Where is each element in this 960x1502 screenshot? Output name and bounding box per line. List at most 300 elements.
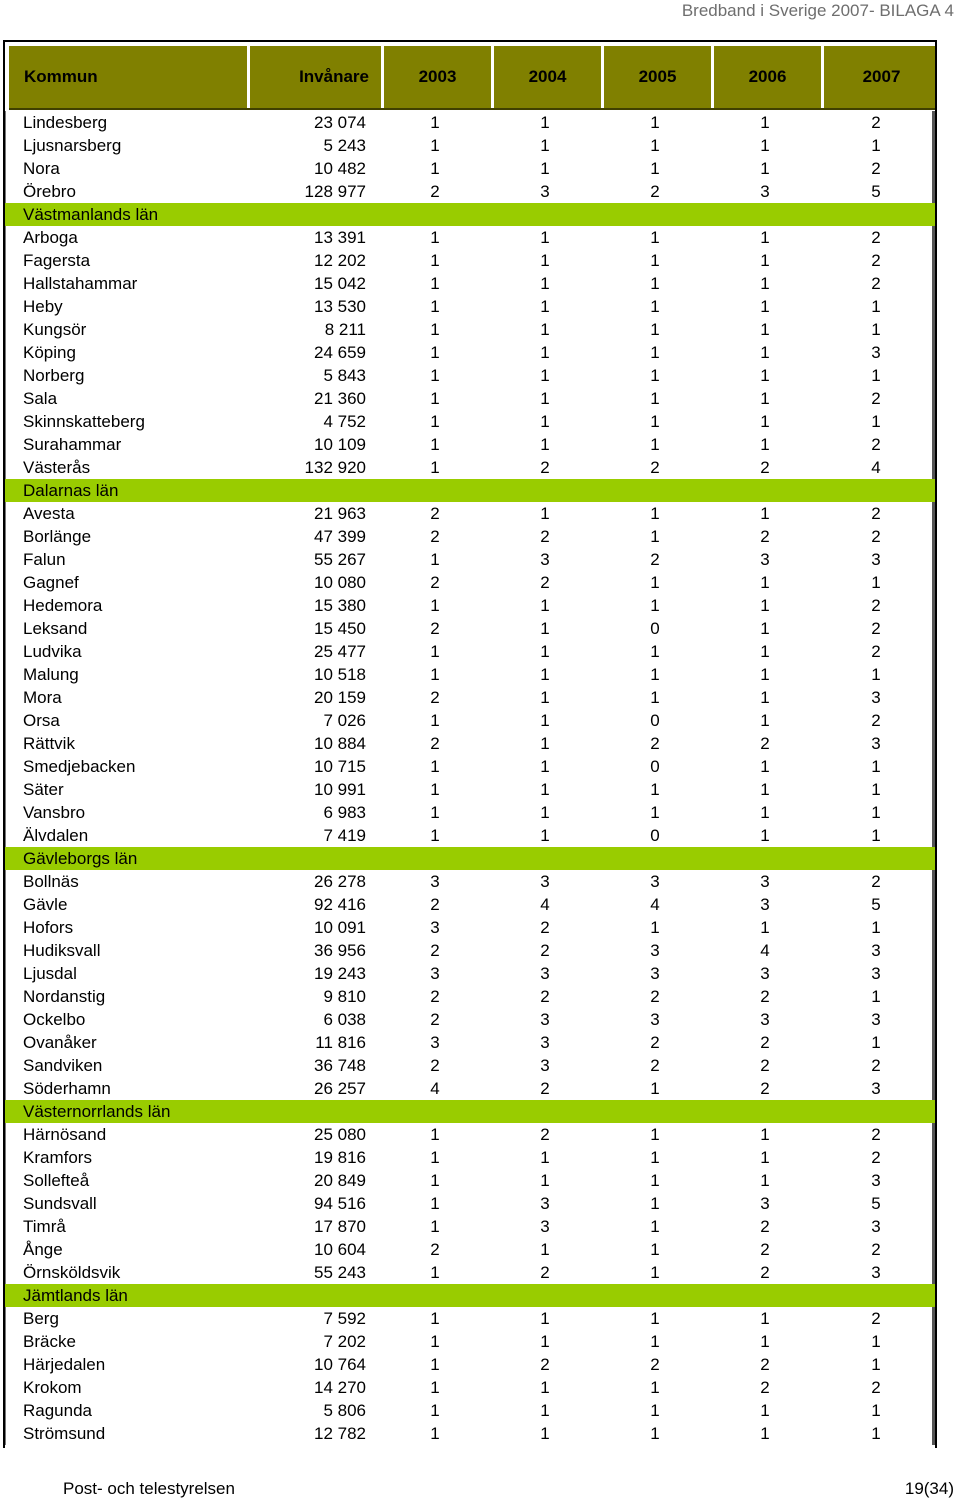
- cell-2007: 1: [820, 985, 935, 1008]
- cell-invanare: 11 816: [315, 1033, 366, 1052]
- table-row: [5, 1307, 935, 1330]
- cell-2003: 1: [430, 1378, 440, 1397]
- cell-2006: 1: [760, 803, 770, 822]
- table-row: [5, 709, 935, 732]
- cell-2005: 2: [650, 1033, 660, 1052]
- cell-kommun: Kungsör: [5, 318, 246, 341]
- cell-invanare: 17 870: [314, 1217, 366, 1236]
- cell-kommun: Avesta: [5, 502, 246, 525]
- cell-2004: 1: [540, 1424, 550, 1443]
- cell-invanare: 5 806: [323, 1401, 366, 1420]
- table-row: [5, 1399, 935, 1422]
- cell-kommun: Hedemora: [5, 594, 246, 617]
- cell-invanare: 55 267: [314, 550, 366, 569]
- cell-2004: 1: [540, 757, 550, 776]
- table-row: [5, 387, 935, 410]
- cell-2003: 2: [430, 504, 440, 523]
- cell-invanare: 36 956: [314, 941, 366, 960]
- cell-invanare: 92 416: [314, 895, 366, 914]
- cell-2004: 1: [540, 1309, 550, 1328]
- cell-2004: 1: [540, 366, 550, 385]
- cell-2007: 1: [820, 1031, 935, 1054]
- cell-2003: 2: [430, 527, 440, 546]
- cell-kommun: Ragunda: [5, 1399, 246, 1422]
- cell-2006: 1: [760, 251, 770, 270]
- cell-2006: 1: [760, 274, 770, 293]
- cell-invanare: 132 920: [304, 458, 366, 477]
- cell-invanare: 5 243: [323, 136, 366, 155]
- cell-2004: 1: [540, 826, 550, 845]
- cell-kommun: Hudiksvall: [5, 939, 246, 962]
- table-row: [5, 525, 935, 548]
- cell-2005: 1: [650, 320, 660, 339]
- cell-2007: 2: [820, 640, 935, 663]
- cell-invanare: 94 516: [314, 1194, 366, 1213]
- table-row: [5, 893, 935, 916]
- cell-2004: 2: [540, 1355, 550, 1374]
- cell-2006: 1: [760, 159, 770, 178]
- cell-2003: 1: [430, 320, 440, 339]
- cell-2004: 1: [540, 619, 550, 638]
- cell-invanare: 26 257: [314, 1079, 366, 1098]
- cell-2007: 3: [820, 686, 935, 709]
- cell-kommun: Säter: [5, 778, 246, 801]
- cell-2005: 1: [650, 136, 660, 155]
- cell-2003: 1: [430, 1125, 440, 1144]
- cell-invanare: 23 074: [314, 113, 366, 132]
- cell-2004: 3: [540, 1056, 550, 1075]
- cell-2004: 2: [540, 527, 550, 546]
- cell-2005: 3: [650, 1010, 660, 1029]
- table-row: [5, 157, 935, 180]
- cell-kommun: Fagersta: [5, 249, 246, 272]
- cell-invanare: 10 764: [314, 1355, 366, 1374]
- cell-2007: 2: [820, 1054, 935, 1077]
- cell-invanare: 4 752: [323, 412, 366, 431]
- cell-2006: 1: [760, 619, 770, 638]
- cell-2006: 3: [760, 872, 770, 891]
- cell-kommun: Hofors: [5, 916, 246, 939]
- cell-2007: 3: [820, 732, 935, 755]
- table-row: [5, 295, 935, 318]
- cell-2007: 1: [820, 295, 935, 318]
- cell-2004: 2: [540, 1079, 550, 1098]
- cell-kommun: Norberg: [5, 364, 246, 387]
- cell-2003: 1: [430, 665, 440, 684]
- cell-kommun: Arboga: [5, 226, 246, 249]
- cell-kommun: Gagnef: [5, 571, 246, 594]
- cell-2004: 2: [540, 573, 550, 592]
- cell-2004: 1: [540, 251, 550, 270]
- table-row: [5, 686, 935, 709]
- cell-2003: 1: [430, 1401, 440, 1420]
- region-row: Dalarnas län: [5, 479, 935, 502]
- cell-2007: 1: [820, 134, 935, 157]
- cell-2007: 2: [820, 249, 935, 272]
- cell-2003: 1: [430, 274, 440, 293]
- cell-2007: 2: [820, 433, 935, 456]
- cell-kommun: Ovanåker: [5, 1031, 246, 1054]
- table-row: [5, 1077, 935, 1100]
- document-header: Bredband i Sverige 2007- BILAGA 4: [681, 1, 954, 20]
- cell-2003: 2: [430, 941, 440, 960]
- cell-invanare: 14 270: [314, 1378, 366, 1397]
- cell-kommun: Sandviken: [5, 1054, 246, 1077]
- cell-2003: 3: [430, 872, 440, 891]
- cell-2007: 1: [820, 801, 935, 824]
- cell-2007: 3: [820, 1169, 935, 1192]
- cell-kommun: Söderhamn: [5, 1077, 246, 1100]
- cell-2004: 1: [540, 343, 550, 362]
- cell-invanare: 10 080: [314, 573, 366, 592]
- cell-2005: 1: [650, 343, 660, 362]
- cell-invanare: 10 482: [314, 159, 366, 178]
- cell-2006: 3: [760, 550, 770, 569]
- table-row: [5, 1261, 935, 1284]
- cell-2005: 2: [650, 734, 660, 753]
- cell-2003: 1: [430, 596, 440, 615]
- cell-2005: 3: [650, 964, 660, 983]
- cell-2006: 2: [760, 1263, 770, 1282]
- cell-invanare: 25 477: [314, 642, 366, 661]
- cell-kommun: Falun: [5, 548, 246, 571]
- cell-2003: 2: [430, 734, 440, 753]
- cell-2006: 1: [760, 1401, 770, 1420]
- table-row: [5, 1008, 935, 1031]
- cell-2003: 1: [430, 711, 440, 730]
- cell-2003: 2: [430, 182, 440, 201]
- cell-invanare: 15 380: [314, 596, 366, 615]
- cell-2004: 1: [540, 412, 550, 431]
- cell-invanare: 19 816: [314, 1148, 366, 1167]
- cell-2006: 2: [760, 1217, 770, 1236]
- table-row: [5, 985, 935, 1008]
- cell-2005: 1: [650, 1171, 660, 1190]
- table-row: [5, 778, 935, 801]
- cell-2004: 1: [540, 1401, 550, 1420]
- cell-kommun: Skinnskatteberg: [5, 410, 246, 433]
- cell-2007: 5: [820, 180, 935, 203]
- table-row: [5, 364, 935, 387]
- cell-2007: 3: [820, 1261, 935, 1284]
- table-body: [5, 111, 935, 1445]
- cell-2003: 1: [430, 1217, 440, 1236]
- cell-2003: 1: [430, 389, 440, 408]
- cell-invanare: 10 091: [314, 918, 366, 937]
- cell-2007: 2: [820, 709, 935, 732]
- cell-2006: 1: [760, 826, 770, 845]
- cell-2003: 1: [430, 251, 440, 270]
- cell-2004: 3: [540, 182, 550, 201]
- cell-kommun: Bollnäs: [5, 870, 246, 893]
- cell-invanare: 10 604: [314, 1240, 366, 1259]
- cell-2005: 2: [650, 182, 660, 201]
- cell-2005: 0: [650, 757, 660, 776]
- cell-invanare: 10 884: [314, 734, 366, 753]
- cell-2003: 2: [430, 1240, 440, 1259]
- cell-2003: 1: [430, 159, 440, 178]
- cell-2007: 2: [820, 594, 935, 617]
- cell-2005: 0: [650, 826, 660, 845]
- cell-2007: 1: [820, 1353, 935, 1376]
- cell-2006: 1: [760, 711, 770, 730]
- cell-2005: 1: [650, 596, 660, 615]
- cell-2007: 2: [820, 1376, 935, 1399]
- table-row: [5, 824, 935, 847]
- cell-2006: 1: [760, 412, 770, 431]
- cell-2004: 1: [540, 1148, 550, 1167]
- cell-2007: 1: [820, 778, 935, 801]
- cell-2004: 4: [540, 895, 550, 914]
- cell-2005: 1: [650, 1125, 660, 1144]
- cell-kommun: Örnsköldsvik: [5, 1261, 246, 1284]
- cell-2005: 1: [650, 642, 660, 661]
- cell-kommun: Orsa: [5, 709, 246, 732]
- cell-2003: 1: [430, 1171, 440, 1190]
- cell-invanare: 55 243: [314, 1263, 366, 1282]
- cell-2005: 2: [650, 1355, 660, 1374]
- cell-2007: 2: [820, 1146, 935, 1169]
- cell-2007: 2: [820, 502, 935, 525]
- cell-kommun: Sala: [5, 387, 246, 410]
- cell-2006: 3: [760, 1194, 770, 1213]
- cell-2006: 3: [760, 182, 770, 201]
- cell-2005: 1: [650, 1240, 660, 1259]
- cell-2003: 1: [430, 297, 440, 316]
- cell-2005: 4: [650, 895, 660, 914]
- column-header-invanare: Invånare: [250, 46, 384, 108]
- table-row: [5, 1169, 935, 1192]
- cell-2004: 1: [540, 1240, 550, 1259]
- table-row: [5, 916, 935, 939]
- cell-2004: 1: [540, 320, 550, 339]
- table-row: [5, 1238, 935, 1261]
- cell-kommun: Strömsund: [5, 1422, 246, 1445]
- cell-invanare: 13 391: [314, 228, 366, 247]
- cell-2007: 3: [820, 1215, 935, 1238]
- cell-2006: 2: [760, 1378, 770, 1397]
- cell-2005: 0: [650, 619, 660, 638]
- cell-2004: 2: [540, 1263, 550, 1282]
- cell-kommun: Leksand: [5, 617, 246, 640]
- cell-2006: 1: [760, 780, 770, 799]
- cell-2004: 1: [540, 1171, 550, 1190]
- cell-kommun: Hallstahammar: [5, 272, 246, 295]
- cell-2005: 1: [650, 1401, 660, 1420]
- cell-2003: 2: [430, 1010, 440, 1029]
- cell-2003: 1: [430, 1148, 440, 1167]
- cell-2005: 1: [650, 1424, 660, 1443]
- cell-invanare: 10 715: [314, 757, 366, 776]
- table-row: [5, 870, 935, 893]
- cell-kommun: Mora: [5, 686, 246, 709]
- cell-2006: 1: [760, 688, 770, 707]
- cell-2004: 2: [540, 987, 550, 1006]
- cell-2006: 1: [760, 757, 770, 776]
- cell-2005: 1: [650, 251, 660, 270]
- cell-2003: 1: [430, 1424, 440, 1443]
- cell-kommun: Bräcke: [5, 1330, 246, 1353]
- table-row: [5, 1422, 935, 1445]
- cell-kommun: Köping: [5, 341, 246, 364]
- cell-2006: 2: [760, 458, 770, 477]
- cell-2006: 3: [760, 895, 770, 914]
- column-header-2007: 2007: [824, 46, 937, 108]
- table-row: [5, 1215, 935, 1238]
- cell-invanare: 6 983: [323, 803, 366, 822]
- cell-2003: 1: [430, 343, 440, 362]
- table-row: [5, 939, 935, 962]
- cell-2007: 2: [820, 226, 935, 249]
- cell-2005: 1: [650, 1148, 660, 1167]
- cell-kommun: Sundsvall: [5, 1192, 246, 1215]
- cell-kommun: Härnösand: [5, 1123, 246, 1146]
- column-header-kommun: Kommun: [9, 46, 250, 108]
- cell-2004: 1: [540, 274, 550, 293]
- cell-2006: 2: [760, 1240, 770, 1259]
- cell-2003: 2: [430, 688, 440, 707]
- cell-invanare: 7 026: [323, 711, 366, 730]
- table-row: [5, 732, 935, 755]
- cell-2004: 1: [540, 1378, 550, 1397]
- cell-invanare: 20 159: [314, 688, 366, 707]
- cell-2005: 2: [650, 458, 660, 477]
- cell-invanare: 19 243: [314, 964, 366, 983]
- cell-2004: 1: [540, 228, 550, 247]
- table-row: [5, 1054, 935, 1077]
- cell-2007: 2: [820, 1238, 935, 1261]
- cell-kommun: Heby: [5, 295, 246, 318]
- cell-invanare: 15 042: [314, 274, 366, 293]
- cell-2003: 4: [430, 1079, 440, 1098]
- cell-kommun: Örebro: [5, 180, 246, 203]
- cell-invanare: 12 782: [314, 1424, 366, 1443]
- cell-2006: 1: [760, 1171, 770, 1190]
- cell-2004: 1: [540, 803, 550, 822]
- cell-2007: 1: [820, 318, 935, 341]
- cell-kommun: Härjedalen: [5, 1353, 246, 1376]
- cell-2005: 1: [650, 1079, 660, 1098]
- cell-2006: 2: [760, 1056, 770, 1075]
- cell-2006: 1: [760, 596, 770, 615]
- cell-kommun: Krokom: [5, 1376, 246, 1399]
- cell-invanare: 10 109: [314, 435, 366, 454]
- cell-2003: 2: [430, 573, 440, 592]
- cell-2005: 2: [650, 550, 660, 569]
- table-row: [5, 226, 935, 249]
- cell-2007: 5: [820, 893, 935, 916]
- cell-2005: 1: [650, 1263, 660, 1282]
- table-row: [5, 548, 935, 571]
- cell-kommun: Ånge: [5, 1238, 246, 1261]
- cell-kommun: Älvdalen: [5, 824, 246, 847]
- cell-2003: 3: [430, 918, 440, 937]
- table-row: [5, 1192, 935, 1215]
- cell-2007: 3: [820, 1008, 935, 1031]
- table-row: [5, 962, 935, 985]
- table-row: [5, 410, 935, 433]
- cell-2006: 1: [760, 1148, 770, 1167]
- cell-2007: 1: [820, 1422, 935, 1445]
- cell-2006: 1: [760, 435, 770, 454]
- cell-invanare: 24 659: [314, 343, 366, 362]
- table-row: [5, 249, 935, 272]
- cell-2003: 2: [430, 987, 440, 1006]
- cell-2005: 1: [650, 1194, 660, 1213]
- cell-2007: 3: [820, 962, 935, 985]
- cell-2005: 1: [650, 1309, 660, 1328]
- region-row: Västmanlands län: [5, 203, 935, 226]
- cell-2004: 2: [540, 458, 550, 477]
- cell-kommun: Sollefteå: [5, 1169, 246, 1192]
- cell-2005: 1: [650, 918, 660, 937]
- data-table: [3, 40, 937, 1448]
- cell-2003: 1: [430, 113, 440, 132]
- cell-2003: 1: [430, 366, 440, 385]
- cell-2004: 2: [540, 918, 550, 937]
- cell-2004: 1: [540, 136, 550, 155]
- cell-invanare: 128 977: [304, 182, 366, 201]
- table-row: [5, 755, 935, 778]
- cell-2007: 1: [820, 755, 935, 778]
- cell-2007: 1: [820, 410, 935, 433]
- cell-2005: 0: [650, 711, 660, 730]
- cell-invanare: 12 202: [314, 251, 366, 270]
- cell-2007: 3: [820, 341, 935, 364]
- cell-2003: 2: [430, 1056, 440, 1075]
- cell-2006: 2: [760, 1033, 770, 1052]
- cell-2006: 1: [760, 1309, 770, 1328]
- table-row: [5, 1146, 935, 1169]
- cell-2005: 1: [650, 688, 660, 707]
- cell-2004: 3: [540, 872, 550, 891]
- cell-2007: 1: [820, 1399, 935, 1422]
- cell-2006: 1: [760, 320, 770, 339]
- cell-2006: 2: [760, 1079, 770, 1098]
- cell-2007: 3: [820, 1077, 935, 1100]
- cell-2005: 1: [650, 113, 660, 132]
- cell-2003: 1: [430, 642, 440, 661]
- cell-2005: 1: [650, 803, 660, 822]
- table-row: [5, 180, 935, 203]
- table-row: [5, 1353, 935, 1376]
- cell-2006: 2: [760, 987, 770, 1006]
- table-row: [5, 640, 935, 663]
- cell-kommun: Malung: [5, 663, 246, 686]
- cell-2006: 1: [760, 918, 770, 937]
- cell-2005: 1: [650, 389, 660, 408]
- cell-2007: 1: [820, 916, 935, 939]
- cell-2003: 1: [430, 458, 440, 477]
- cell-invanare: 20 849: [314, 1171, 366, 1190]
- cell-kommun: Vansbro: [5, 801, 246, 824]
- cell-invanare: 15 450: [314, 619, 366, 638]
- cell-2005: 2: [650, 987, 660, 1006]
- header-shadow: [9, 108, 937, 110]
- cell-2006: 4: [760, 941, 770, 960]
- cell-invanare: 7 202: [323, 1332, 366, 1351]
- table-row: [5, 111, 935, 134]
- column-header-2005: 2005: [604, 46, 714, 108]
- cell-invanare: 10 518: [314, 665, 366, 684]
- cell-invanare: 7 592: [323, 1309, 366, 1328]
- cell-2004: 3: [540, 1217, 550, 1236]
- cell-kommun: Ljusdal: [5, 962, 246, 985]
- cell-2006: 3: [760, 964, 770, 983]
- table-row: [5, 663, 935, 686]
- cell-2007: 2: [820, 617, 935, 640]
- cell-2004: 1: [540, 711, 550, 730]
